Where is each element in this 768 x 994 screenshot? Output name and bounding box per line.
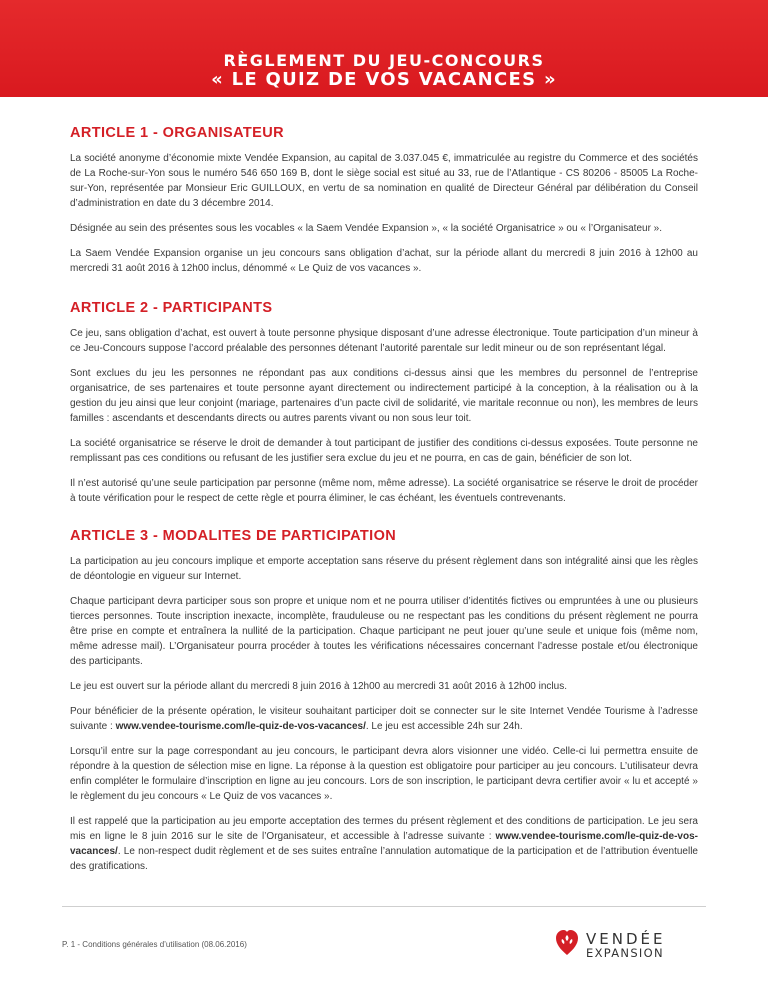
text-span: . Le jeu est accessible 24h sur 24h.	[365, 721, 523, 732]
website-link[interactable]: www.vendee-tourisme.com/le-quiz-de-vos-vacances/	[70, 831, 698, 857]
article-3-title: ARTICLE 3 - MODALITES DE PARTICIPATION	[70, 528, 397, 544]
article-3-paragraph: Le jeu est ouvert sur la période allant du mercredi 8 juin 2016 à 12h00 au mercredi 31 août 2016 à 12h00 inclus.	[70, 681, 567, 692]
vendee-heart-icon	[556, 930, 578, 956]
article-1-title: ARTICLE 1 - ORGANISATEUR	[70, 125, 284, 141]
document-body	[70, 125, 698, 884]
article-2-paragraph: Il n’est autorisé qu’une seule participation par personne (même nom, même adresse). La société organisatrice se réserve le droit de procéder à toute vérification pour le respect de cette règle et pourra éliminer, le cas échéant, les éventuels contrevenants.	[70, 478, 698, 504]
article-2-paragraph: Ce jeu, sans obligation d’achat, est ouvert à toute personne physique disposant d’une adresse électronique. Toute participation d’un mineur à ce Jeu-Concours suppose l’accord préalable des personnes détenant l’autorité parentale sur ledit mineur ou de son représentant légal.	[70, 328, 698, 354]
text-span: Pour bénéficier de la présente opération, le visiteur souhaitant participer doit se connecter sur le site Internet Vendée Tourisme à l’adresse suivante :	[70, 706, 698, 732]
text-span: . Le non-respect dudit règlement et de ses suites entraîne l’annulation automatique de la participation et de l’attribution éventuelle des gratifications.	[70, 846, 698, 872]
article-3-paragraph: Chaque participant devra participer sous son propre et unique nom et ne pourra utiliser d’identités fictives ou empruntées à une ou plusieurs tierces personnes. Toute inscription inexacte, incomplète, frauduleuse ou ne respectant pas les conditions du présent règlement ne pourra être prise en compte et entraînera la nullité de la participation. Chaque participant ne peut jouer qu’une seule et unique fois (même nom, même adresse mail). L’Organisateur pourra procéder à toutes les vérifications nécessaires concernant l’adresse postale et/ou électronique des participants.	[70, 596, 698, 667]
article-1-paragraph: Désignée au sein des présentes sous les vocables « la Saem Vendée Expansion », « la société Organisatrice » ou « l’Organisateur ».	[70, 223, 663, 234]
header-title-line1: RÈGLEMENT DU JEU-CONCOURS	[223, 51, 545, 70]
header-title-line2: « LE QUIZ DE VOS VACANCES »	[211, 69, 557, 90]
header-banner	[0, 0, 768, 97]
article-3-paragraph: La participation au jeu concours implique et emporte acceptation sans réserve du présent règlement dans son intégralité ainsi que les règles de déontologie en vigueur sur Internet.	[70, 556, 698, 582]
website-link[interactable]: www.vendee-tourisme.com/le-quiz-de-vos-vacances/	[115, 721, 366, 732]
article-2-paragraph: La société organisatrice se réserve le droit de demander à tout participant de justifier des conditions ci-dessus exposées. Toute personne ne remplissant pas ces conditions ou refusant de les justifier sera exclue du jeu et ne pourra, en cas de gain, bénéficier de son lot.	[70, 438, 698, 464]
article-3	[70, 528, 698, 874]
article-1	[70, 125, 698, 276]
text-span: Il est rappelé que la participation au jeu emporte acceptation des termes du présent règlement et des conditions de participation. Le jeu sera mis en ligne le 8 juin 2016 sur le site de l’Organisateur, et accessible à l’adresse suivante :	[70, 816, 698, 842]
article-2-paragraph: Sont exclues du jeu les personnes ne répondant pas aux conditions ci-dessus ainsi que les membres du personnel de l’entreprise organisatrice, de ses partenaires et toute personne ayant directement ou indirectement participé à la conception, à la réalisation ou à la gestion du jeu ainsi que leur conjoint (mariage, partenaires d’un pacte civil de solidarité, vie maritale reconnue ou non), les membres de leurs familles : ascendants et descendants directs ou autres parents vivant ou non sous leur toit.	[70, 368, 698, 424]
footer-page-label: P. 1 - Conditions générales d’utilisation (08.06.2016)	[62, 940, 247, 949]
article-2-title: ARTICLE 2 - PARTICIPANTS	[70, 300, 273, 316]
vendee-expansion-logo	[556, 930, 706, 958]
logo-line1: VENDÉE	[586, 930, 666, 948]
article-1-paragraph: La société anonyme d’économie mixte Vendée Expansion, au capital de 3.037.045 €, immatriculée au registre du Commerce et des sociétés de La Roche-sur-Yon sous le numéro 546 650 169 B, dont le siège social est situé au 33, rue de l’Atlantique - CS 80206 - 85005 La Roche-sur-Yon, représentée par Monsieur Eric GUILLOUX, en vertu de sa nomination en qualité de Directeur Général par délibération du Conseil d’administration en date du 3 décembre 2014.	[70, 153, 698, 209]
article-3-paragraph: Lorsqu’il entre sur la page correspondant au jeu concours, le participant devra alors visionner une vidéo. Celle-ci lui permettra ensuite de répondre à la question de sélection mise en ligne. La réponse à la question est obligatoire pour participer au jeu concours. L’utilisateur devra enfin compléter le formulaire d’inscription en ligne au jeu concours. Lors de son inscription, le participant devra certifier avoir « lu et accepté » le règlement du jeu concours « Le Quiz de vos vacances ».	[70, 746, 698, 802]
article-3-paragraph-url	[70, 704, 698, 734]
logo-line2: EXPANSION	[586, 946, 664, 960]
article-1-paragraph: La Saem Vendée Expansion organise un jeu concours sans obligation d’achat, sur la période allant du mercredi 8 juin 2016 à 12h00 au mercredi 31 août 2016 à 12h00 inclus, dénommé « Le Quiz de vos vacances ».	[70, 248, 698, 274]
article-2	[70, 300, 698, 506]
article-3-paragraph-url	[70, 814, 698, 874]
footer-divider	[62, 906, 706, 907]
